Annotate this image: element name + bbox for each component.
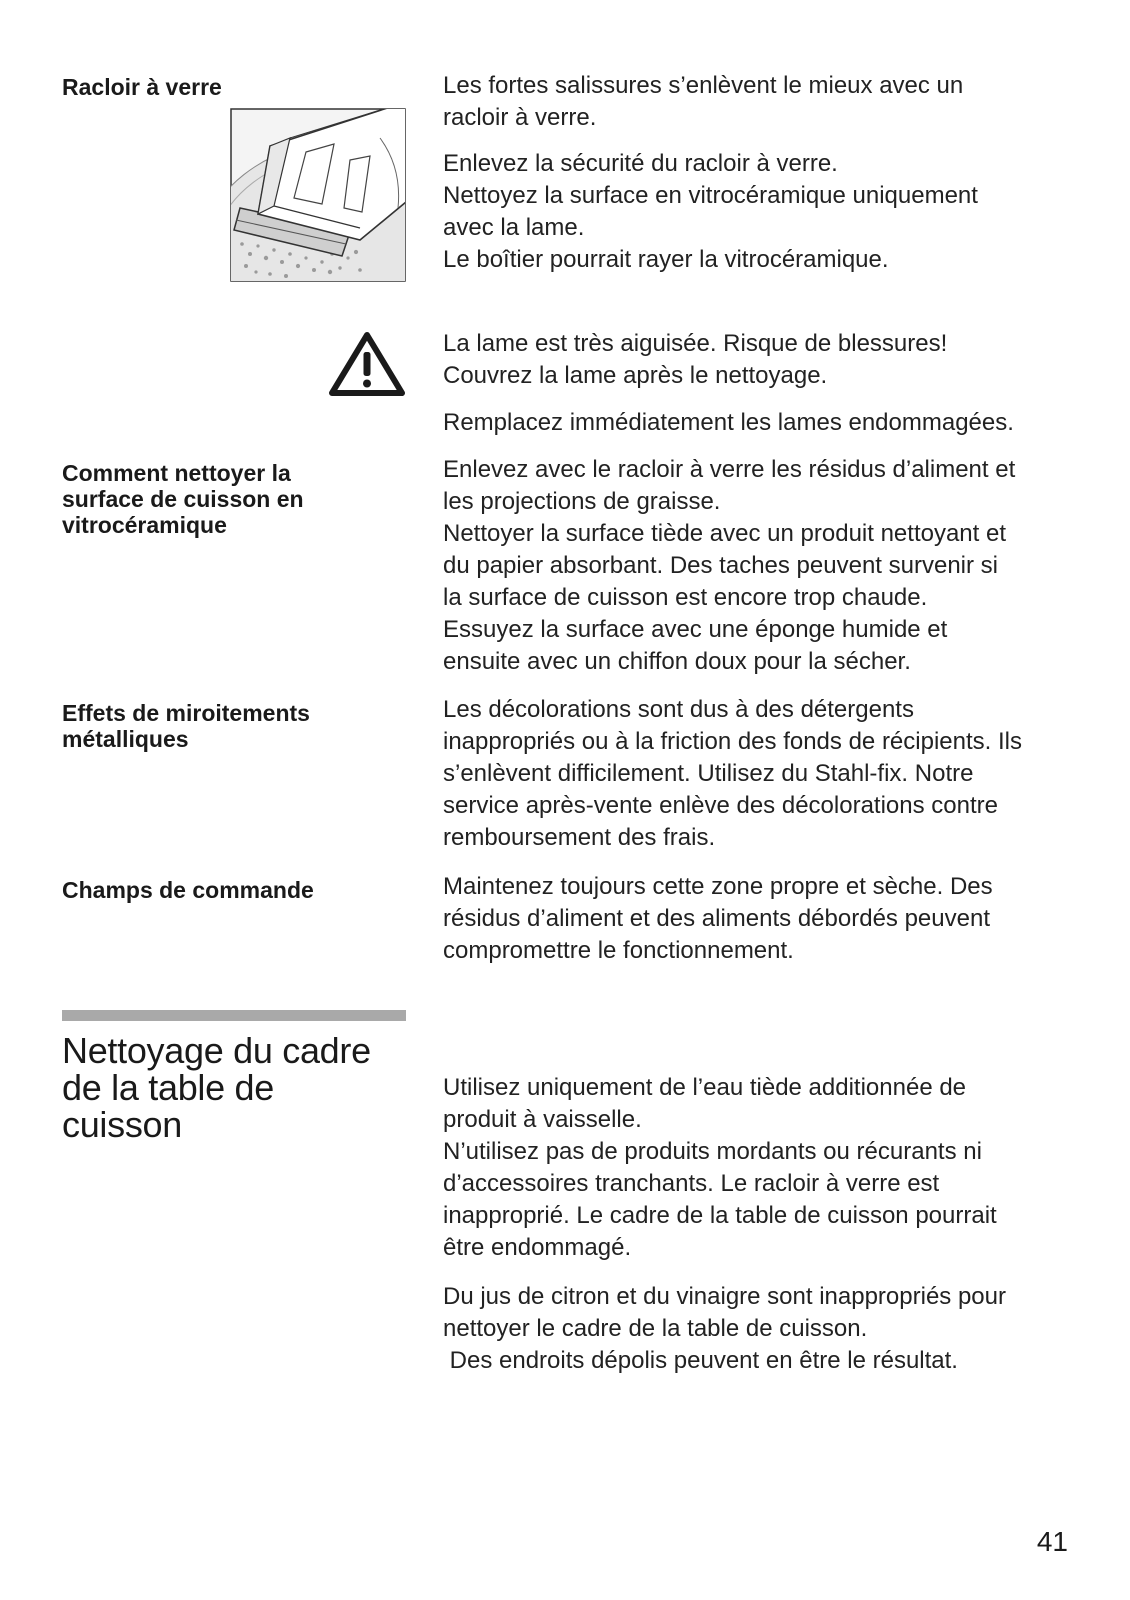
- text-line: d’accessoires tranchants. Le racloir à verre est: [443, 1170, 940, 1197]
- section-divider: [62, 1010, 406, 1021]
- text-line: Essuyez la surface avec une éponge humide et: [443, 616, 948, 643]
- heading-racloir: Racloir à verre: [62, 74, 222, 100]
- text-line: Maintenez toujours cette zone propre et sèche. Des: [443, 873, 993, 900]
- heading-effets: [62, 700, 392, 752]
- heading-line: vitrocéramique: [62, 512, 227, 538]
- heading-line: Effets de miroitements: [62, 700, 310, 726]
- text-line: service après-vente enlève des décolorations contre: [443, 792, 998, 819]
- section-title: [62, 1032, 422, 1143]
- heading-line: surface de cuisson en: [62, 486, 304, 512]
- heading-champs: Champs de commande: [62, 877, 314, 903]
- text-line: inapproprié. Le cadre de la table de cuisson pourrait: [443, 1202, 997, 1229]
- text-line: s’enlèvent difficilement. Utilisez du Stahl-fix. Notre: [443, 760, 974, 787]
- glass-scraper-icon: [230, 108, 406, 282]
- title-line: cuisson: [62, 1104, 182, 1145]
- text-line: La lame est très aiguisée. Risque de blessures!: [443, 330, 948, 357]
- heading-line: Comment nettoyer la: [62, 460, 291, 486]
- page-number: 41: [1036, 1526, 1068, 1557]
- text-line: Enlevez avec le racloir à verre les résidus d’aliment et: [443, 456, 1016, 483]
- text-line: résidus d’aliment et des aliments débordés peuvent: [443, 905, 990, 932]
- text-line: Les fortes salissures s’enlèvent le mieux avec un: [443, 72, 964, 99]
- text-line: Du jus de citron et du vinaigre sont inappropriés pour: [443, 1283, 1006, 1310]
- text-line: Nettoyer la surface tiède avec un produit nettoyant et: [443, 520, 1007, 547]
- text-line: être endommagé.: [443, 1234, 632, 1261]
- text-line: produit à vaisselle.: [443, 1106, 642, 1133]
- text-line: avec la lame.: [443, 214, 585, 241]
- text-line: Le boîtier pourrait rayer la vitrocéramique.: [443, 246, 889, 273]
- text-line: Nettoyez la surface en vitrocéramique uniquement: [443, 182, 978, 209]
- paragraph-warning-2: [443, 407, 1083, 439]
- text-line: compromettre le fonctionnement.: [443, 937, 794, 964]
- text-line: remboursement des frais.: [443, 824, 716, 851]
- text-line: ensuite avec un chiffon doux pour la sécher.: [443, 648, 911, 675]
- text-line: Utilisez uniquement de l’eau tiède additionnée de: [443, 1074, 967, 1101]
- text-line: Des endroits dépolis peuvent en être le résultat.: [443, 1347, 958, 1374]
- text-line: Remplacez immédiatement les lames endommagées.: [443, 409, 1014, 436]
- text-line: du papier absorbant. Des taches peuvent survenir si: [443, 552, 998, 579]
- text-line: la surface de cuisson est encore trop chaude.: [443, 584, 928, 611]
- paragraph-frame-2: [443, 1281, 1083, 1377]
- warning-triangle-icon: [328, 330, 406, 398]
- text-line: Couvrez la lame après le nettoyage.: [443, 362, 828, 389]
- paragraph-champs: [443, 871, 1083, 967]
- text-line: nettoyer le cadre de la table de cuisson.: [443, 1315, 868, 1342]
- paragraph-racloir-2: [443, 148, 1083, 276]
- text-line: Les décolorations sont dus à des détergents: [443, 696, 914, 723]
- paragraph-frame-1: [443, 1072, 1083, 1264]
- heading-line: métalliques: [62, 726, 189, 752]
- text-line: N’utilisez pas de produits mordants ou récurants ni: [443, 1138, 982, 1165]
- text-line: inappropriés ou à la friction des fonds de récipients. Ils: [443, 728, 1022, 755]
- paragraph-warning-1: [443, 328, 1083, 392]
- text-line: racloir à verre.: [443, 104, 597, 131]
- paragraph-effets: [443, 694, 1083, 854]
- paragraph-comment-nettoyer: [443, 454, 1083, 678]
- title-line: Nettoyage du cadre: [62, 1030, 371, 1071]
- heading-comment-nettoyer: [62, 460, 392, 538]
- text-line: Enlevez la sécurité du racloir à verre.: [443, 150, 838, 177]
- title-line: de la table de: [62, 1067, 274, 1108]
- paragraph-racloir-1: [443, 70, 1083, 134]
- text-line: les projections de graisse.: [443, 488, 721, 515]
